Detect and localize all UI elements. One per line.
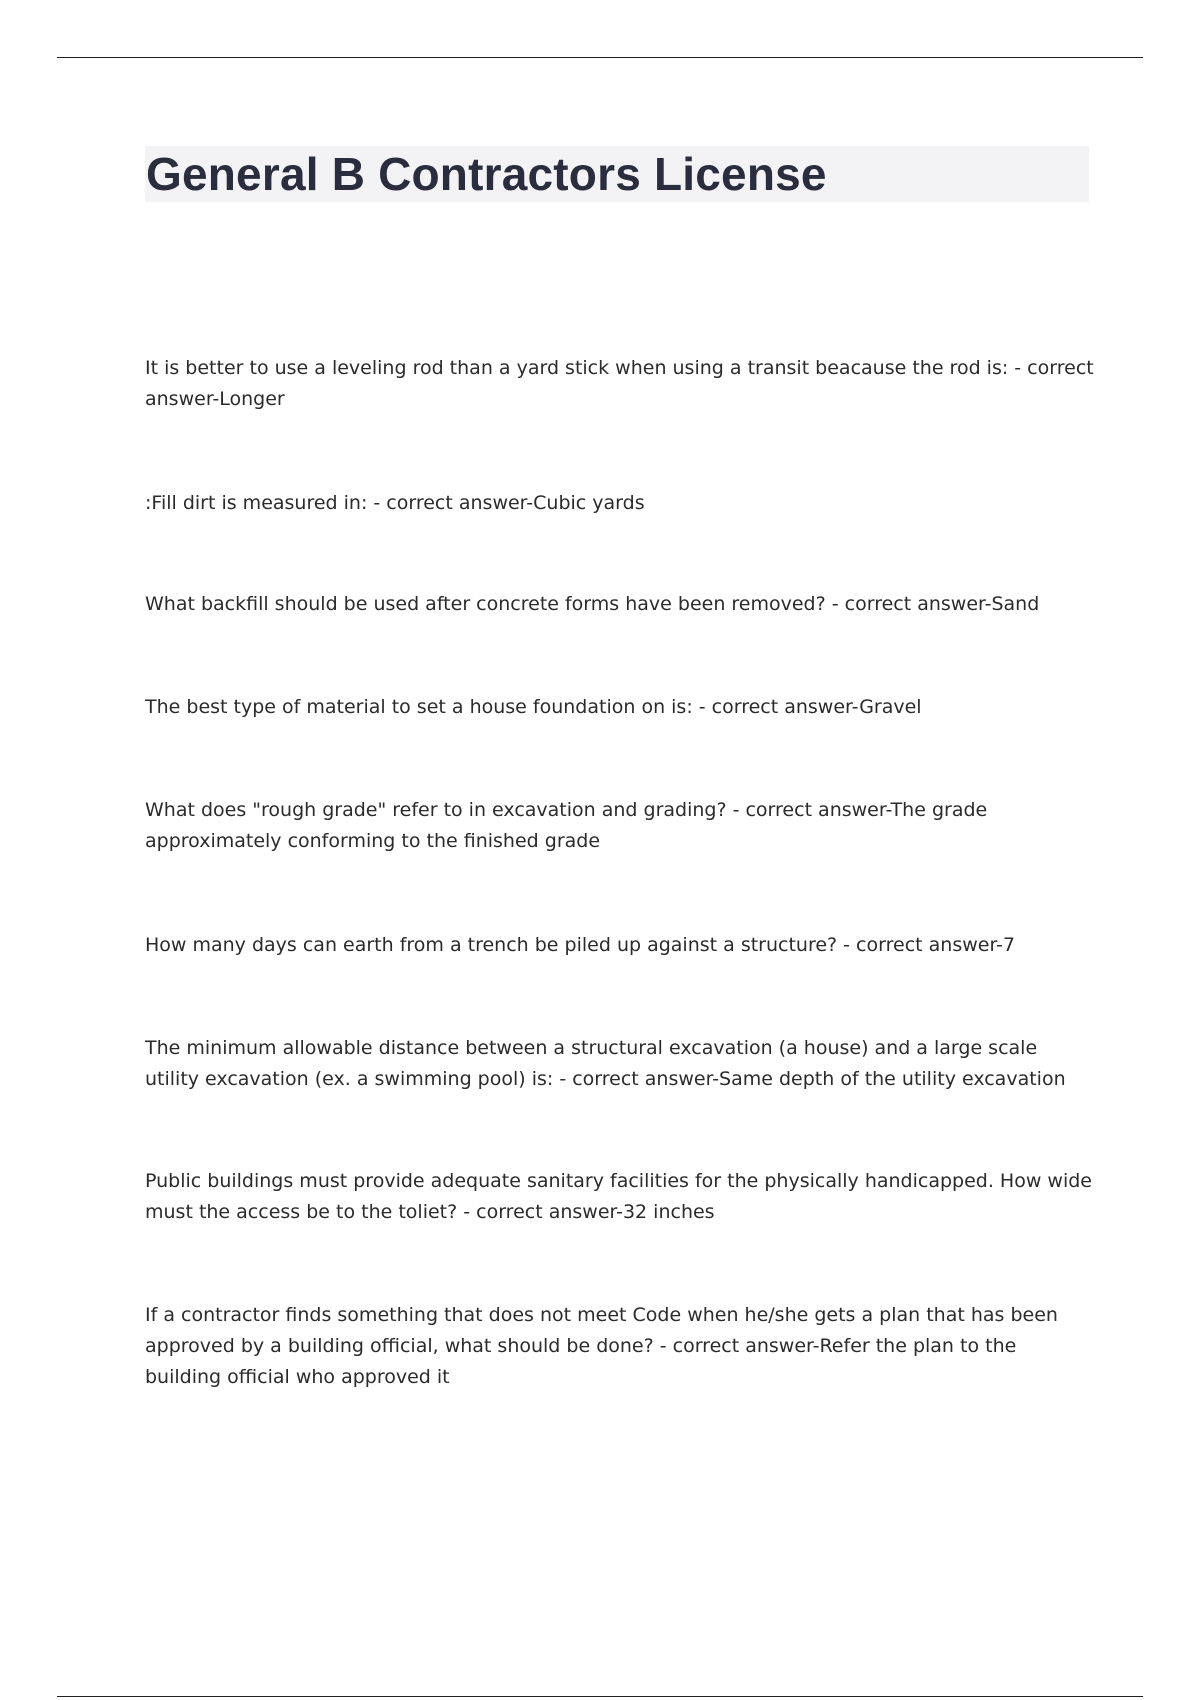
qa-item-2: :Fill dirt is measured in: - correct answer-Cubic yards [145,492,645,514]
qa-item-6: How many days can earth from a trench be piled up against a structure? - correct answer-7 [145,934,1015,956]
top-divider [57,57,1143,58]
qa-item-7: The minimum allowable distance between a structural excavation (a house) and a large scale utility excavation (ex. a swimming pool) is: - correct answer-Same depth of the utility excavation [145,1037,1066,1090]
qa-item-9: If a contractor finds something that does not meet Code when he/she gets a plan that has been approved by a building official, what should be done? - correct answer-Refer the plan to the building official who approved it [145,1304,1058,1388]
qa-item-8: Public buildings must provide adequate sanitary facilities for the physically handicapped. How wide must the access be to the toliet? - correct answer-32 inches [145,1170,1092,1223]
qa-item-1: It is better to use a leveling rod than a yard stick when using a transit beacause the rod is: - correct answer-Longer [145,357,1094,410]
qa-item-5: What does "rough grade" refer to in excavation and grading? - correct answer-The grade approximately conforming to the finished grade [145,799,988,852]
bottom-divider [57,1696,1143,1697]
qa-item-4: The best type of material to set a house foundation on is: - correct answer-Gravel [145,696,922,718]
qa-item-3: What backfill should be used after concrete forms have been removed? - correct answer-Sand [145,593,1040,615]
document-title: General B Contractors License [146,148,827,200]
